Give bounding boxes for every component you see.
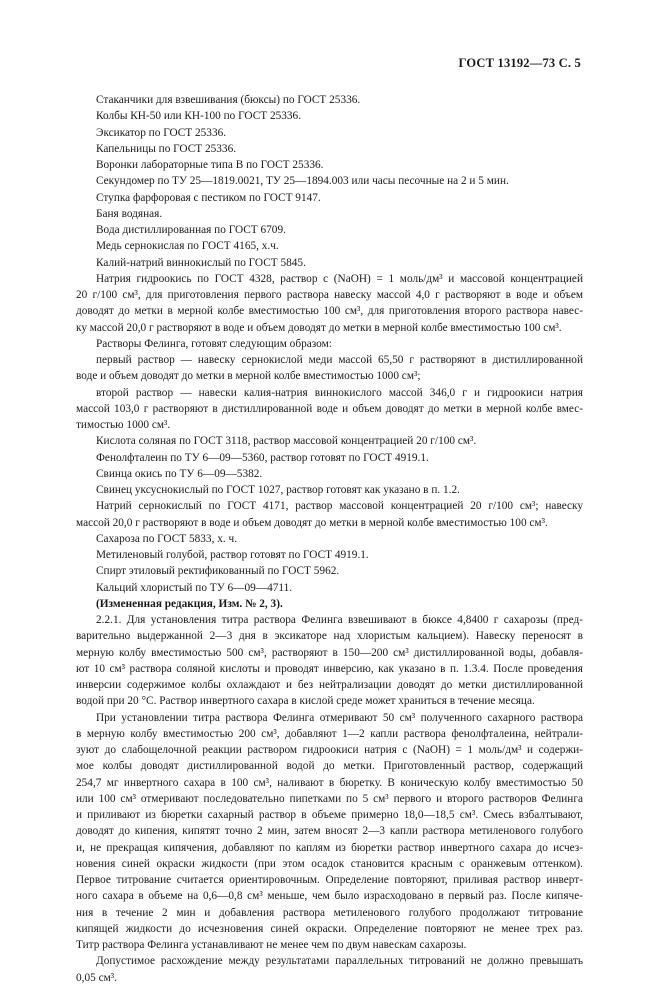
text-line: Воронки лабораторные типа В по ГОСТ 25336. xyxy=(96,159,324,171)
text-line: доводят до кипения, кипятят точно 2 мин, затем вносят 2—3 капли раствора метиленового голубого xyxy=(76,825,583,838)
text-line: Медь сернокислая по ГОСТ 4165, х.ч. xyxy=(96,240,279,253)
text-line: и приливают из бюретки сахарный раствор в объеме примерно 18,0—18,5 см³. Смесь взбалтывают, xyxy=(76,809,583,821)
text-line: Натрий сернокислый по ГОСТ 4171, раствор массовой концентрацией 20 г/100 см³; навеску xyxy=(96,500,583,513)
text-line: водой при 20 °С. Раствор инвертного сахара в кислой среде может храниться в течение месяца. xyxy=(76,695,535,708)
text-line: Капельницы по ГОСТ 25336. xyxy=(96,142,237,155)
text-line: 254,7 мг инвертного сахара в 100 см³, наливают в бюретку. В коническую колбу вместимостью 50 xyxy=(76,776,583,789)
text-line: Спирт этиловый ректификованный по ГОСТ 5962. xyxy=(96,565,340,578)
text-line: мерную колбу вместимостью 500 см³, растворяют в 150—200 см³ дистиллированной воды, добавля- xyxy=(76,646,583,659)
text-line: 20 г/100 см³, для приготовления первого раствора навеску массой 4,0 г растворяют в воде и объем xyxy=(76,289,583,301)
text-line: Свинца окись по ТУ 6—09—5382. xyxy=(96,467,263,480)
text-line: доводят до метки в мерной колбе вместимостью 100 см³, для приготовления второго раствора навес- xyxy=(76,305,583,318)
text-line: 2.2.1. Для установления титра раствора Фелинга взвешивают в бюксе 4,8400 г сахарозы (пред- xyxy=(96,614,583,626)
page-header: ГОСТ 13192—73 С. 5 xyxy=(458,56,581,70)
text-line: Стаканчики для взвешивания (бюксы) по ГОСТ 25336. xyxy=(96,94,361,106)
text-line: воде и объем доводят до метки в мерной колбе вместимостью 1000 см³; xyxy=(76,370,421,383)
text-line: ния в течение 2 мин и добавления раствора метиленового голубого продолжают титрование xyxy=(76,906,583,919)
text-line: и, не прекращая кипячения, добавляют по каплям из бюретки раствор инвертного сахара до исчез- xyxy=(76,841,583,854)
text-line: мое колбы доводят дистиллированной водой до метки. Приготовленный раствор, содержащий xyxy=(76,760,583,773)
text-line: Вода дистиллированная по ГОСТ 6709. xyxy=(96,224,286,236)
text-line: 0,05 см³. xyxy=(76,971,117,984)
text-line: ного сахара в объеме на 0,6—0,8 см³ меньше, чем было израсходовано в первый раз. После кипяче- xyxy=(76,890,583,903)
text-line: ют 10 см³ раствора соляной кислоты и проводят инверсию, как указано в п. 1.3.4. После проведения xyxy=(76,662,583,675)
text-line: Колбы КН-50 или КН-100 по ГОСТ 25336. xyxy=(96,110,302,123)
text-line: или 100 см³ отмеривают последовательно пипетками по 5 см³ первого и второго растворов Фелинга xyxy=(76,792,583,805)
text-line: ку массой 20,0 г растворяют в воде и объем доводят до метки в мерной колбе вместимостью 100 см³. xyxy=(76,321,562,334)
text-line: Метиленовый голубой, раствор готовят по ГОСТ 4919.1. xyxy=(96,549,369,561)
text-line: Ступка фарфоровая с пестиком по ГОСТ 9147. xyxy=(96,191,321,204)
text-line: варительно выдержанной 2—3 дня в эксикаторе над хлористым кальцием). Навеску переносят в xyxy=(76,630,583,643)
text-line: массой 20,0 г растворяют в воде и объем доводят до метки в мерной колбе вместимостью 100 см³. xyxy=(76,516,548,529)
text-line: инверсии содержимое колбы охлаждают и без нейтрализации доводят до метки дистиллированной xyxy=(76,679,583,691)
text-line: Первое титрование считается ориентировочным. Определение повторяют, приливая раствор инверт- xyxy=(76,874,583,886)
text-line: Сахароза по ГОСТ 5833, х. ч. xyxy=(96,532,238,545)
text-line: (Измененная редакция, Изм. № 2, 3). xyxy=(96,597,283,610)
text-line: тимостью 1000 см³. xyxy=(76,419,171,431)
text-line: Баня водяная. xyxy=(96,207,163,220)
text-line: Эксикатор по ГОСТ 25336. xyxy=(96,126,227,139)
text-line: Кислота соляная по ГОСТ 3118, раствор массовой концентрацией 20 г/100 см³. xyxy=(96,435,477,448)
text-line: в мерную колбу вместимостью 200 см³, добавляют 1—2 капли раствора фенолфталеина, нейтрали- xyxy=(76,727,583,740)
text-line: кипящей жидкости до исчезновения синей окраски. Определение повторяют не менее трех раз. xyxy=(76,922,583,935)
text-line: второй раствор — навески калия-натрия виннокислого массой 346,0 г и гидроокиси натрия xyxy=(96,386,583,399)
text-line: Растворы Фелинга, готовят следующим образом: xyxy=(96,337,332,350)
text-line: массой 103,0 г растворяют в дистиллированной воде и объем доводят до метки в мерной колбе вмес- xyxy=(76,402,583,415)
text-line: первый раствор — навеску сернокислой меди массой 65,50 г растворяют в дистиллированной xyxy=(96,354,583,366)
text-line: Фенолфталеин по ТУ 6—09—5360, раствор готовят по ГОСТ 4919.1. xyxy=(96,451,429,464)
text-line: Кальций хлористый по ТУ 6—09—4711. xyxy=(96,581,293,594)
text-line: Натрия гидроокись по ГОСТ 4328, раствор с (NaOH) = 1 моль/дм³ и массовой концентрацией xyxy=(96,272,583,285)
text-line: Титр раствора Фелинга устанавливают не менее чем по двум навескам сахарозы. xyxy=(76,939,467,951)
text-line: Допустимое расхождение между результатами параллельных титрований не должно превышать xyxy=(96,955,583,968)
text-line: Секундомер по ТУ 25—1819.0021, ТУ 25—1894.003 или часы песочные на 2 и 5 мин. xyxy=(96,175,509,188)
text-line: новения синей окраски жидкости (при этом осадок становится красным с оранжевым оттенком). xyxy=(76,857,583,870)
text-line: зуют до слабощелочной реакции раствором гидроокиси натрия с (NaOH) = 1 моль/дм³ и содержи- xyxy=(76,744,583,756)
text-line: Свинец уксуснокислый по ГОСТ 1027, раствор готовят как указано в п. 1.2. xyxy=(96,484,460,496)
text-line: При установлении титра раствора Фелинга отмеривают 50 см³ полученного сахарного раствора xyxy=(96,711,583,724)
document-body xyxy=(76,92,583,986)
text-line: Калий-натрий виннокислый по ГОСТ 5845. xyxy=(96,256,306,269)
